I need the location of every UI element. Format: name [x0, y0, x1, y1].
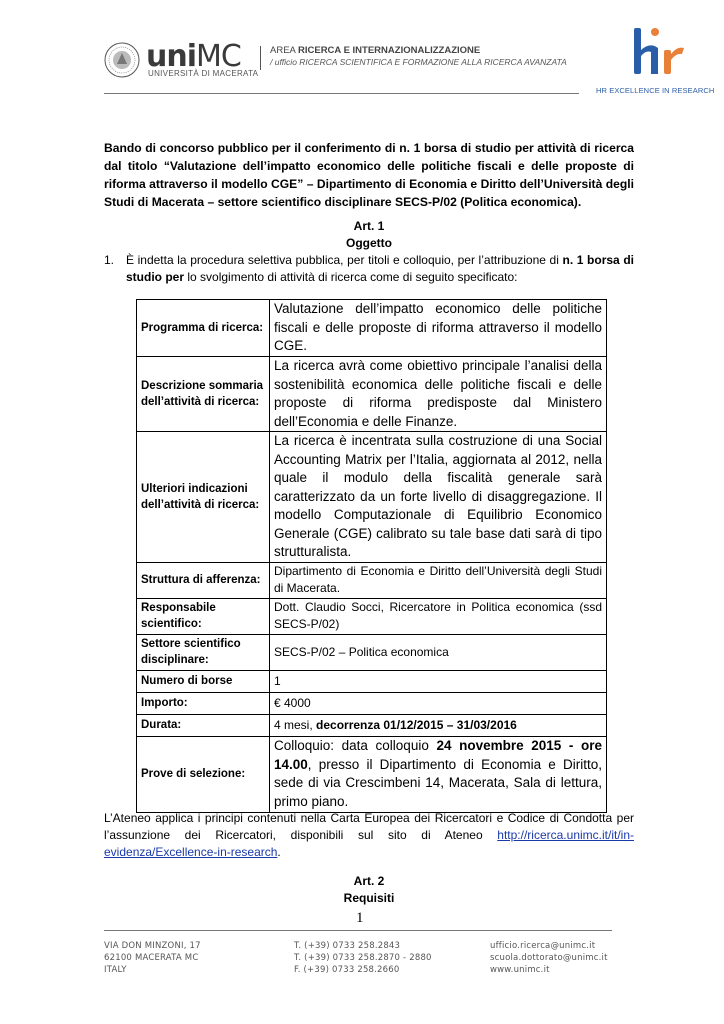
- table-row: [137, 634, 607, 670]
- table-value: Colloquio: data colloquio 24 novembre 2015 - ore 14.00, presso il Dipartimento di Economia e Diritto, sede di via Crescimbeni 14, Macerata, Sala di lettura, primo piano.: [270, 736, 607, 812]
- table-row: [137, 714, 607, 736]
- art1-heading: Art. 1 Oggetto: [346, 219, 392, 250]
- unimc-logo: uniMC: [146, 39, 241, 74]
- header-divider: [260, 46, 261, 70]
- table-row: [137, 300, 607, 357]
- header-rule: [104, 93, 579, 94]
- table-label: Importo:: [137, 692, 270, 714]
- table-label: Numero di borse: [137, 670, 270, 692]
- table-label: Descrizione sommaria dell’attività di ricerca:: [137, 357, 270, 432]
- table-row: [137, 736, 607, 812]
- table-value: € 4000: [270, 692, 607, 714]
- research-details-table: [136, 299, 607, 813]
- table-value: Dipartimento di Economia e Diritto dell’Università degli Studi di Macerata.: [270, 562, 607, 598]
- page-number: 1: [356, 910, 364, 926]
- document-title: Bando di concorso pubblico per il conferimento di n. 1 borsa di studio per attività di ricerca dal titolo “Valutazione dell’impatto economico delle politiche fiscali e delle proposte di riforma attraverso il modello CGE” – Dipartimento di Economia e Diritto dell’Università degli Studi di Macerata – settore scientifico disciplinare SECS-P/02 (Politica economica).: [104, 141, 634, 209]
- university-name: UNIVERSITÀ DI MACERATA: [148, 69, 259, 78]
- table-row: [137, 562, 607, 598]
- art2-heading: Art. 2 Requisiti: [343, 874, 395, 905]
- excellence-link[interactable]: http://ricerca.unimc.it/it/in-evidenza/Excellence-in-research: [104, 828, 634, 859]
- table-row: [137, 357, 607, 432]
- table-label: Struttura di afferenza:: [137, 562, 270, 598]
- table-label: Durata:: [137, 714, 270, 736]
- table-value: SECS-P/02 – Politica economica: [270, 634, 607, 670]
- table-row: [137, 598, 607, 634]
- table-value: La ricerca è incentrata sulla costruzione di una Social Accounting Matrix per l’Italia, aggiornata al 2012, nella quale il modulo della fiscalità generale sarà caratterizzato da un forte livello di disaggregazione. Il modello Computazionale di Equilibrio Economico Generale (CGE) calibrato su tale base dati sarà di tipo strutturalista.: [270, 432, 607, 563]
- table-value: 1: [270, 670, 607, 692]
- area-title: AREA RICERCA E INTERNAZIONALIZZAZIONE: [270, 45, 481, 56]
- footer-phones: T. (+39) 0733 258.2843 T. (+39) 0733 258.2870 - 2880 F. (+39) 0733 258.2660: [294, 941, 432, 975]
- footer-address: VIA DON MINZONI, 17 62100 MACERATA MC ITALY: [104, 941, 201, 975]
- table-row: [137, 670, 607, 692]
- table-value: Valutazione dell’impatto economico delle politiche fiscali e delle proposte di riforma attraverso il modello CGE.: [270, 300, 607, 357]
- hr-excellence-label: HR EXCELLENCE IN RESEARCH: [596, 86, 715, 95]
- hr-excellence-logo-icon: [628, 24, 688, 84]
- footer-contacts: ufficio.ricerca@unimc.it scuola.dottorato@unimc.it www.unimc.it: [490, 941, 608, 975]
- table-value: 4 mesi, decorrenza 01/12/2015 – 31/03/2016: [270, 714, 607, 736]
- charter-paragraph: L’Ateneo applica i principi contenuti nella Carta Europea dei Ricercatori e Codice di Condotta per l’assunzione dei Ricercatori, disponibili sul sito di Ateneo http://ricerca.unimc.it/it/in-evidenza/Excellence-in-research.: [104, 811, 634, 859]
- table-label: Prove di selezione:: [137, 736, 270, 812]
- table-row: [137, 432, 607, 563]
- table-label: Programma di ricerca:: [137, 300, 270, 357]
- table-label: Responsabile scientifico:: [137, 598, 270, 634]
- table-row: [137, 692, 607, 714]
- table-label: Settore scientifico disciplinare:: [137, 634, 270, 670]
- table-value: Dott. Claudio Socci, Ricercatore in Politica economica (ssd SECS-P/02): [270, 598, 607, 634]
- university-seal-icon: [104, 42, 140, 78]
- footer-rule: [104, 930, 612, 931]
- table-value: La ricerca avrà come obiettivo principale l’analisi della sostenibilità economica delle politiche fiscali e delle proposte di riforma predisposte dal Ministero dell’Economia e delle Finanze.: [270, 357, 607, 432]
- table-label: Ulteriori indicazioni dell’attività di ricerca:: [137, 432, 270, 563]
- office-subtitle: / ufficio RICERCA SCIENTIFICA E FORMAZIONE ALLA RICERCA AVANZATA: [270, 57, 567, 67]
